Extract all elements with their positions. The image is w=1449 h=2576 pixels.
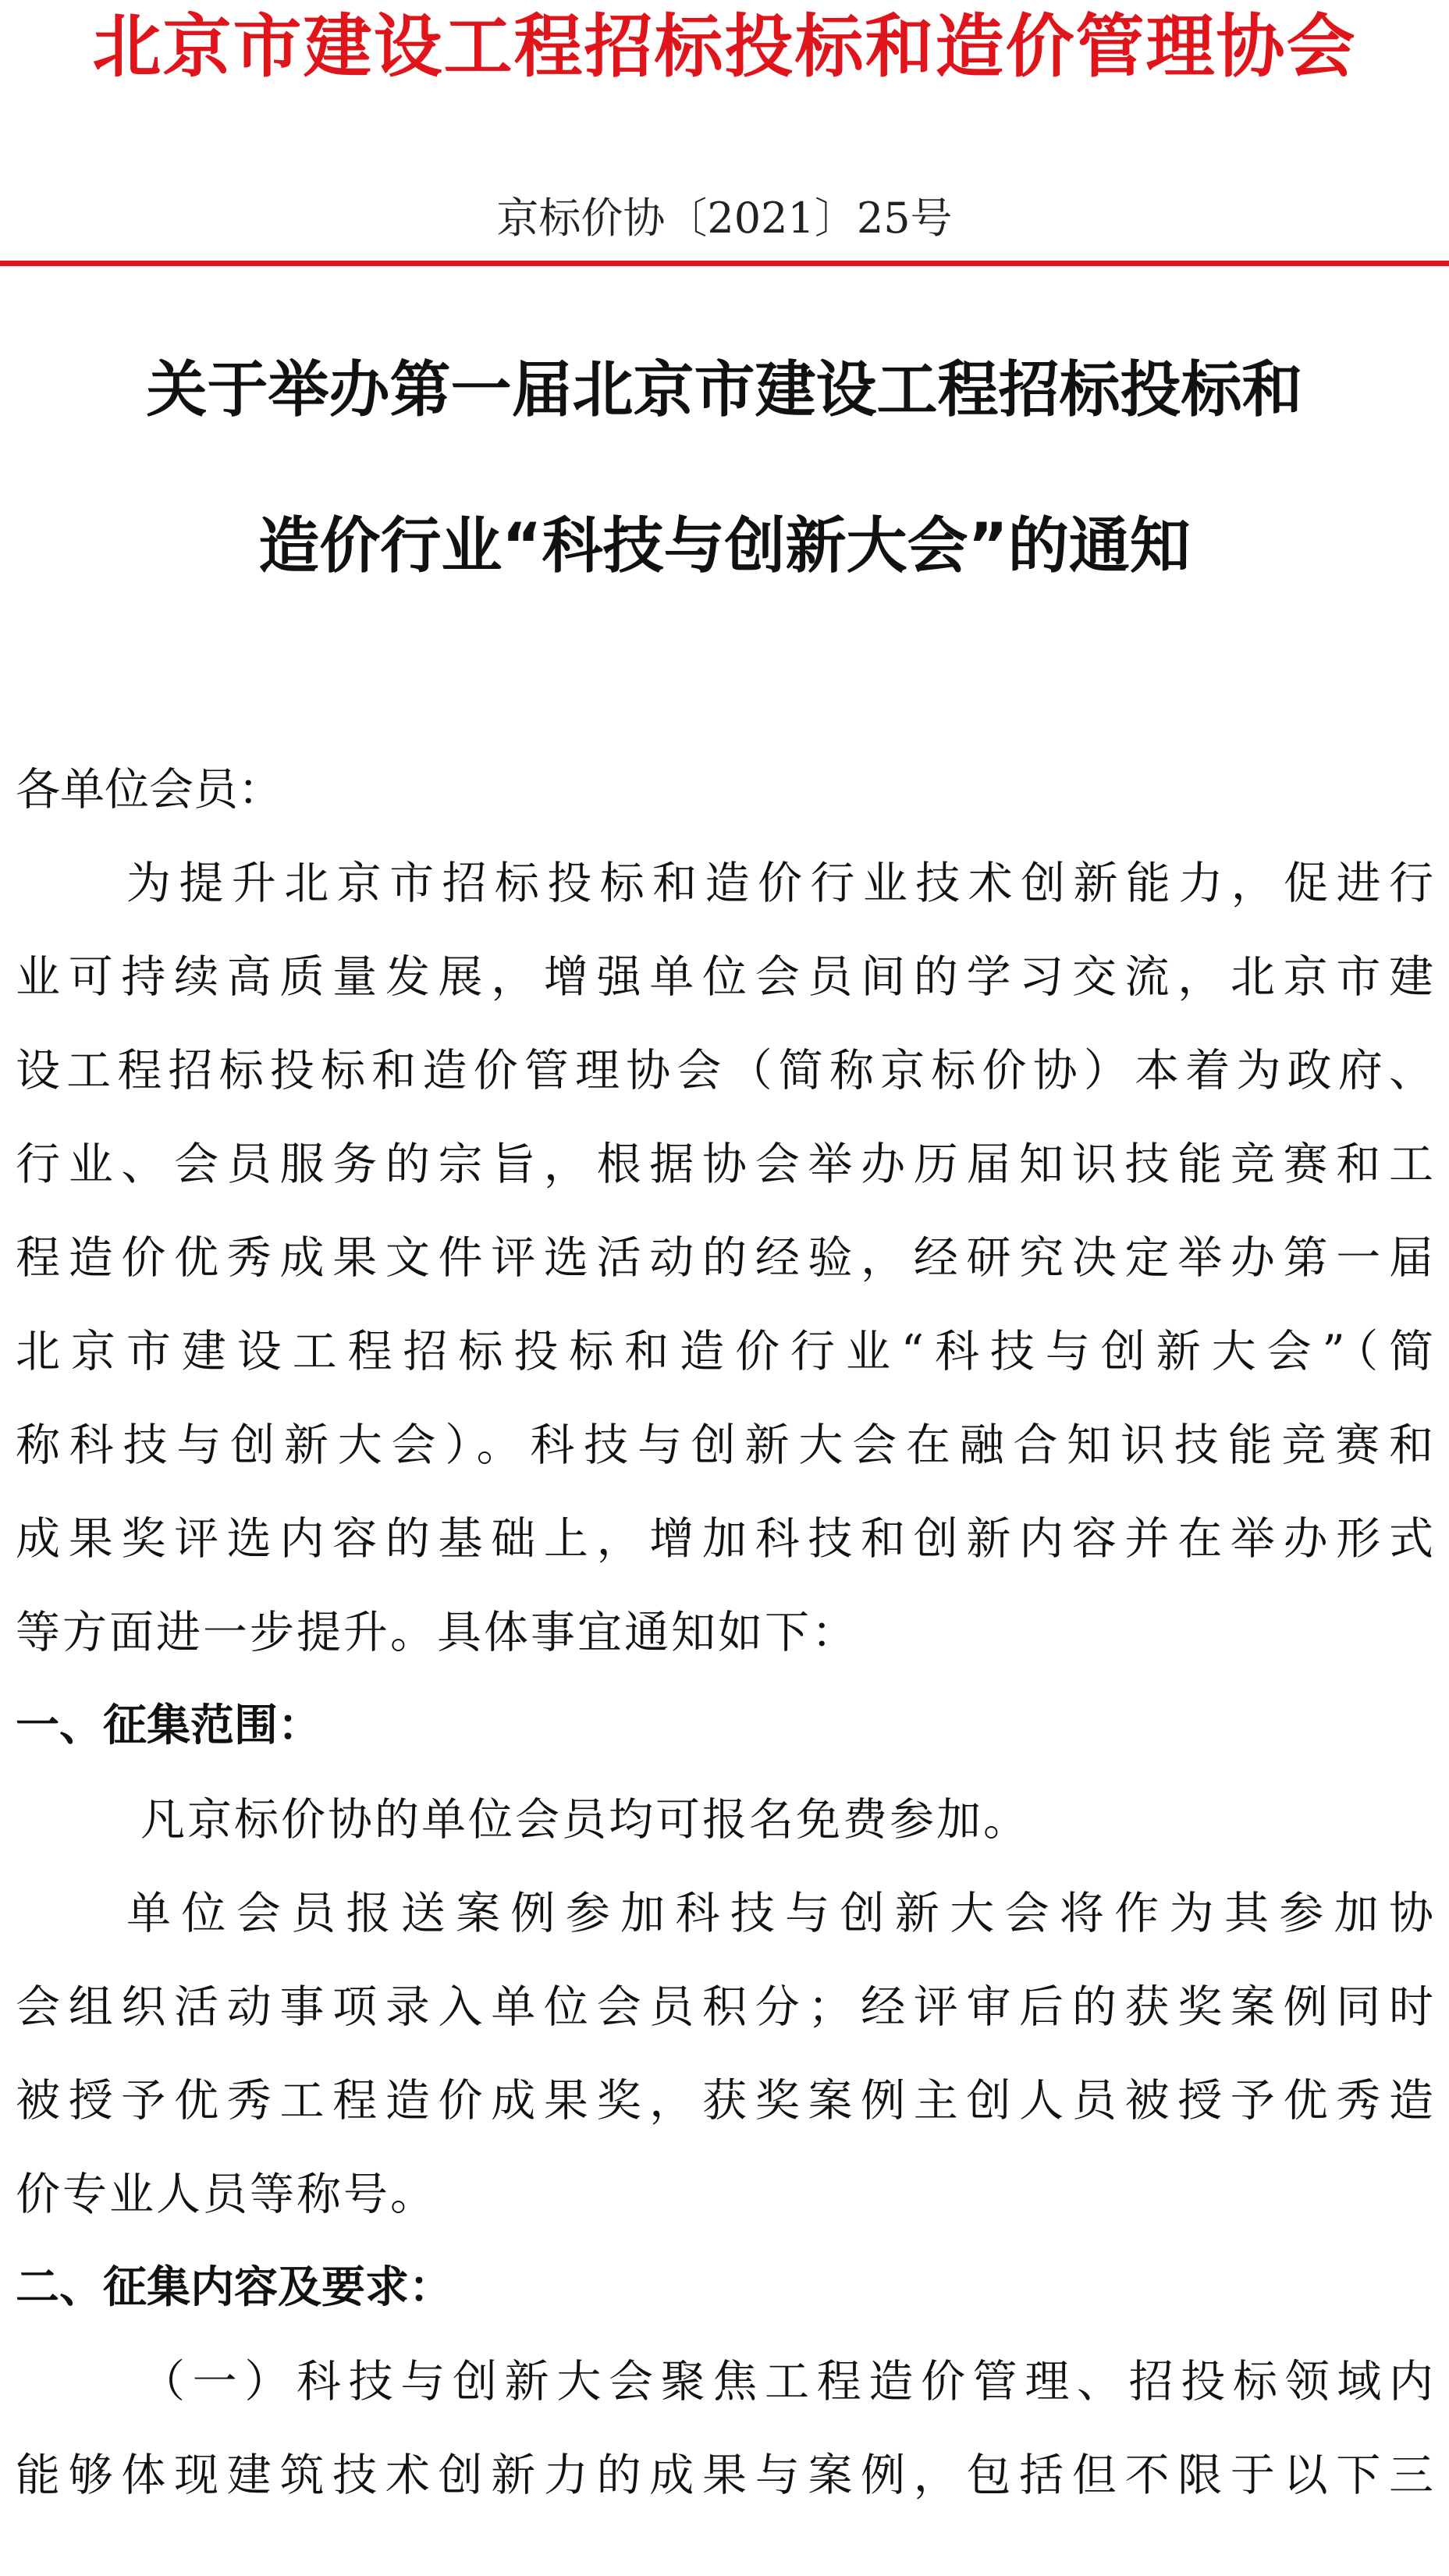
section-1-heading: 一、征集范围： — [16, 1700, 321, 1751]
organization-header: 北京市建设工程招标投标和造价管理协会 — [92, 6, 1357, 87]
intro-line: 成果奖评选内容的基础上，增加科技和创新内容并在举办形式 — [16, 1513, 1433, 1565]
intro-line: 北京市建设工程招标投标和造价行业“科技与创新大会”（简 — [16, 1326, 1433, 1377]
notice-title-line-1: 关于举办第一届北京市建设工程招标投标和 — [146, 355, 1303, 425]
section-2-heading: 二、征集内容及要求： — [16, 2262, 453, 2313]
intro-line: 设工程招标投标和造价管理协会（简称京标价协）本着为政府、 — [16, 1045, 1433, 1096]
intro-line: 行业、会员服务的宗旨，根据协会举办历届知识技能竞赛和工 — [16, 1139, 1433, 1190]
section-1-paragraph-line: 会组织活动事项录入单位会员积分；经评审后的获奖案例同时 — [16, 1981, 1433, 2033]
section-1-line: 凡京标价协的单位会员均可报名免费参加。 — [140, 1794, 1030, 1846]
section-2-line: 能够体现建筑技术创新力的成果与案例，包括但不限于以下三 — [16, 2450, 1433, 2501]
intro-line: 为提升北京市招标投标和造价行业技术创新能力，促进行 — [126, 858, 1433, 909]
section-2-line: （一）科技与创新大会聚焦工程造价管理、招投标领域内 — [140, 2356, 1433, 2407]
intro-line: 程造价优秀成果文件评选活动的经验，经研究决定举办第一届 — [16, 1232, 1433, 1284]
intro-line: 业可持续高质量发展，增强单位会员间的学习交流，北京市建 — [16, 951, 1433, 1003]
document-number: 京标价协〔2021〕25号 — [496, 194, 953, 243]
red-divider-line — [0, 261, 1449, 266]
section-1-paragraph-line: 单位会员报送案例参加科技与创新大会将作为其参加协 — [126, 1888, 1433, 1939]
section-1-paragraph-line: 被授予优秀工程造价成果奖，获奖案例主创人员被授予优秀造 — [16, 2075, 1433, 2127]
intro-line: 称科技与创新大会）。科技与创新大会在融合知识技能竞赛和 — [16, 1419, 1433, 1471]
notice-title-line-2: 造价行业“科技与创新大会”的通知 — [258, 511, 1191, 581]
intro-line: 等方面进一步提升。具体事宜通知如下： — [16, 1607, 858, 1658]
section-1-paragraph-line: 价专业人员等称号。 — [16, 2169, 437, 2220]
salutation: 各单位会员： — [16, 764, 282, 815]
